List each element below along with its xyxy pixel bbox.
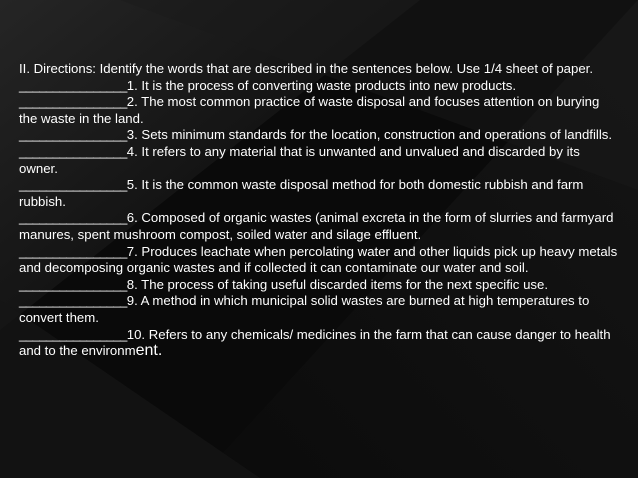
item-text: 6. Composed of organic wastes (animal excreta in the form of slurries and farmyard manures, spent mushroom compost, soiled water and silage effluent. [19, 210, 614, 242]
list-item [19, 244, 619, 277]
worksheet-text [19, 61, 619, 360]
answer-blank: ________________ [19, 77, 127, 93]
list-item [19, 293, 619, 326]
item-text: 1. It is the process of converting waste products into new products. [126, 77, 516, 93]
item-text: 9. A method in which municipal solid wastes are burned at high temperatures to convert them. [19, 293, 590, 325]
list-item [19, 210, 619, 243]
answer-blank: ________________ [19, 243, 127, 259]
item-text: 3. Sets minimum standards for the location, construction and operations of landfills. [126, 127, 613, 143]
list-item [19, 127, 619, 144]
directions-text: II. Directions: Identify the words that are described in the sentences below. Use 1/4 sheet of paper. [19, 61, 593, 76]
item-text: 10. Refers to any chemicals/ medicines in the farm that can cause danger to health and to the environm [19, 326, 611, 359]
item-text: 5. It is the common waste disposal method for both domestic rubbish and farm rubbish. [19, 177, 584, 209]
answer-blank: ________________ [19, 94, 127, 110]
answer-blank: ________________ [19, 143, 127, 159]
answer-blank: ________________ [19, 326, 127, 342]
answer-blank: ________________ [19, 293, 127, 309]
answer-blank: ________________ [19, 276, 127, 292]
list-item [19, 94, 619, 127]
list-item [19, 277, 619, 294]
list-item [19, 144, 619, 177]
list-item [19, 177, 619, 210]
item-text: 2. The most common practice of waste disposal and focuses attention on burying the waste in the land. [19, 94, 600, 126]
answer-blank: ________________ [19, 210, 127, 226]
item-text: 7. Produces leachate when percolating water and other liquids pick up heavy metals and decomposing organic wastes and if collected it can contaminate our water and soil. [19, 243, 618, 276]
item-text-tail: ent. [135, 342, 163, 360]
answer-blank: ________________ [19, 127, 127, 143]
list-item [19, 327, 619, 360]
list-item [19, 78, 619, 95]
item-text: 4. It refers to any material that is unwanted and unvalued and discarded by its owner. [19, 143, 580, 176]
answer-blank: ________________ [19, 177, 127, 193]
item-text: 8. The process of taking useful discarded items for the next specific use. [126, 276, 548, 292]
